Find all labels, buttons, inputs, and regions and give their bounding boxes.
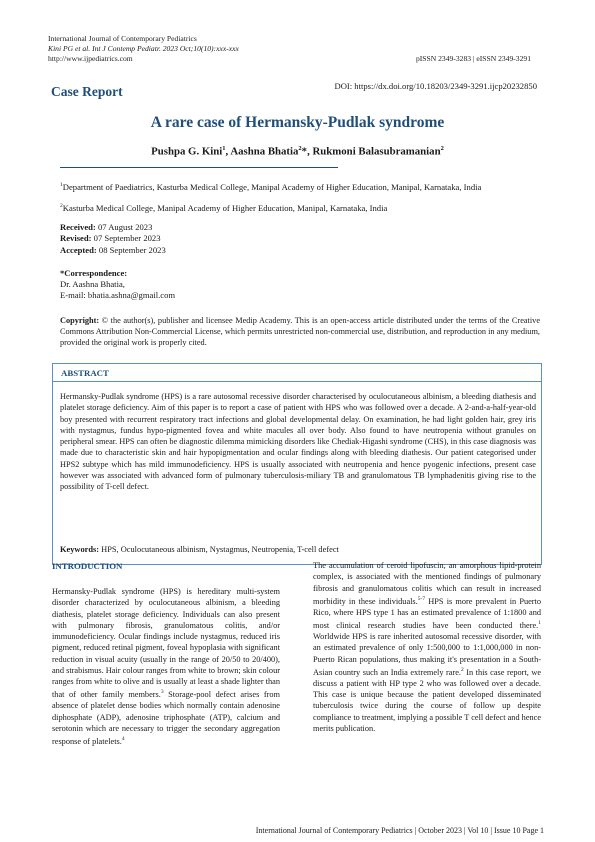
affiliation-text: Department of Paediatrics, Kasturba Medical College, Manipal Academy of Higher Education, Manipal, Karnataka, India: [62, 181, 482, 192]
page-footer: International Journal of Contemporary Pediatrics | October 2023 | Vol 10 | Issue 10 Page 1: [255, 826, 544, 835]
revised-date: Revised: 07 September 2023: [60, 233, 161, 244]
journal-website-link[interactable]: http://www.ijpediatrics.com: [48, 54, 133, 63]
affiliation-text: Kasturba Medical College, Manipal Academy of Higher Education, Manipal, Karnataka, India: [62, 202, 388, 213]
keywords: [60, 545, 536, 554]
article-type: Case Report: [51, 84, 123, 99]
doi-link[interactable]: DOI: https://dx.doi.org/10.18203/2349-3291.ijcp20232850: [334, 81, 537, 91]
citation-ref: 4: [121, 736, 125, 743]
affiliation-2: [60, 201, 540, 213]
article-title: A rare case of Hermansky-Pudlak syndrome: [150, 114, 445, 131]
affiliation-marker: 1: [222, 145, 226, 152]
author-name: Aashna Bhatia: [230, 145, 299, 158]
citation-line: Kini PG et al. Int J Contemp Pediatr. 2023 Oct;10(10):xxx-xxx: [48, 44, 239, 53]
affiliation-number: 1: [60, 182, 63, 188]
title-divider: [60, 167, 338, 168]
affiliation-marker: 2: [440, 145, 444, 152]
corresponding-marker: *: [301, 145, 308, 158]
affiliation-1: [60, 180, 540, 192]
correspondence-name: Dr. Aashna Bhatia,: [60, 278, 125, 289]
citation-ref: 1: [538, 620, 541, 627]
author-name: Rukmoni Balasubramanian: [312, 145, 441, 158]
copyright-label: Copyright:: [60, 316, 100, 325]
author-name: Pushpa G. Kini: [151, 145, 223, 158]
abstract-text: Hermansky-Pudlak syndrome (HPS) is a rare autosomal recessive disorder characterised by oculocutaneous albinism, a bleeding diathesis and platelet storage deficiency. Aim of this paper is to report a case of patient with HPS who was followed over a decade. A 2-and-a-half-year-old boy presented with recurrent respiratory tract infections and global developmental delay. On examination, he had light golden hair, grey iris with nystagmus, fundus hypo-pigmented fovea and white macules all over body. Also found to have neutropenia without granules on peripheral smear. HPS can often be diagnostic dilemma mimicking disorders like Chediak-Higashi syndrome (CHS), in this case diagnosis was made due to characteristic skin and hair hypopigmentation and ocular findings along with bleeding diathesis. Our patient categorised under HPS2 subtype which has mild immunodeficiency. HPS is usually associated with neutropenia and hence pyogenic infections, present case however was associated with advanced form of pulmonary tuberculosis-miliary TB and granulomatous TB lymphadenitis giving rise to the possibility of T-cell defect.: [60, 392, 536, 492]
introduction-paragraph-2: The accumulation of ceroid lipofuscin, an amorphous lipid-protein complex, is associated with the mentioned findings of pulmonary fibrosis and granulomatous colitis which can result in increased morbidity in these individuals.$^{5-7}$ HPS is more prevalent in Puerto Rico, where HPS type 1 has an estimated prevalence of 1:1800 and most clinical research studies have been conducted there.$^1$ Worldwide HPS is rare inherited autosomal recessive disorder, with an estimated prevalence of only 1:500,000 to 1:1,000,000 in non-Puerto Rican populations, thus making it's presentation in a South-Asian country such an India extremely rare.$^2$ In this case report, we discuss a patient with HP type 2 who was followed over a decade. This case is unique because the patient developed disseminated tuberculosis twice during the course of follow up despite compliance to treatment, implying a possible T cell defect and hence merits publication.: [313, 561, 542, 733]
article-dates: [60, 222, 166, 256]
correspondence-label: *Correspondence:: [60, 268, 128, 278]
abstract-divider: [52, 381, 542, 382]
correspondence: [60, 268, 175, 300]
correspondence-email[interactable]: E-mail: bhatia.ashna@gmail.com: [60, 289, 176, 300]
accepted-date: Accepted: 08 September 2023: [60, 244, 166, 255]
citation-ref: 2: [460, 666, 464, 673]
issn-line: pISSN 2349-3283 | eISSN 2349-3291: [415, 54, 531, 63]
abstract-heading: ABSTRACT: [61, 368, 109, 378]
copyright-notice: [60, 315, 540, 348]
copyright-text: © the author(s), publisher and licensee Medip Academy. This is an open-access article distributed under the terms of the Creative Commons Attribution Non-Commercial License, which permits unrestricted non-commercial use, distribution, and reproduction in any medium, provided the original work is properly cited.: [60, 316, 540, 347]
citation-ref: 5-7: [417, 595, 426, 602]
received-date: Received: 07 August 2023: [60, 222, 153, 232]
affiliation-number: 2: [60, 203, 63, 209]
citation-ref: 3: [160, 689, 164, 696]
keywords-list: HPS, Oculocutaneous albinism, Nystagmus, Neutropenia, T-cell defect: [101, 545, 339, 554]
author-list: Pushpa G. Kini$^1$, Aashna Bhatia$^2$*, Rukmoni Balasubramanian$^2$: [151, 145, 444, 158]
introduction-paragraph-1: Hermansky-Pudlak syndrome (HPS) is hereditary multi-system disorder characterized by oculocutaneous albinism, a bleeding diathesis, platelet storage deficiency. Individuals can also present with pulmonary fibrosis, granulomatous colitis, and/or immunodeficiency. Ocular findings include nystagmus, reduced iris pigment, reduced retinal pigment, foveal hypoplasia with significant reduction in visual acuity (usually in the range of 20/50 to 20/400), and strabismus. Hair colour ranges from white to brown; skin colour ranges from white to olive and is usually at least a shade lighter than that of other family members.$^3$ Storage-pool defect arises from absence of platelet dense bodies which normally contain adenosine diphosphate (ADP), adenosine triphosphate (ATP), calcium and serotonin which are necessary to trigger the secondary aggregation response of platelets.$^4$: [52, 587, 280, 746]
journal-name: International Journal of Contemporary Pediatrics: [48, 34, 197, 43]
introduction-heading: INTRODUCTION: [52, 561, 123, 571]
affiliation-marker: 2: [298, 145, 302, 152]
keywords-label: Keywords:: [60, 545, 100, 554]
